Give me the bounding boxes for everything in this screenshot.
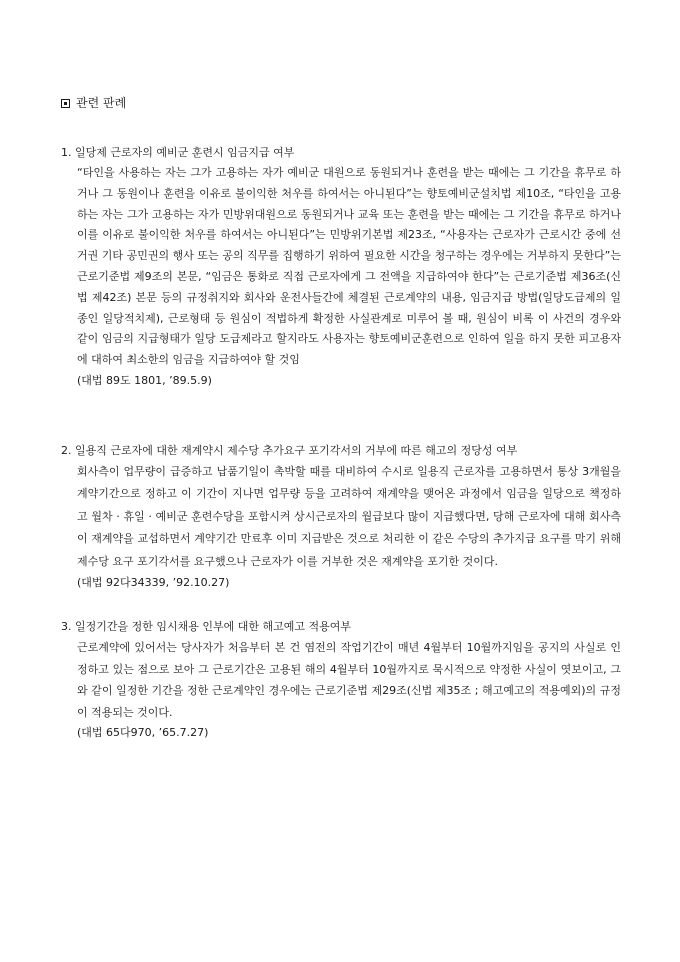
precedent-title: 3. 일정기간을 정한 임시채용 인부에 대한 해고예고 적용여부: [61, 620, 351, 633]
precedent-item: [61, 617, 621, 743]
precedent-title: 1. 일당제 근로자의 예비군 훈련시 임금지급 여부: [61, 146, 295, 159]
section-title: 관련 판례: [76, 96, 127, 110]
square-bullet-icon: [61, 99, 70, 108]
precedent-citation: (대법 65다970, ’65.7.27): [77, 726, 209, 739]
section-heading: [61, 95, 126, 111]
precedent-item: [61, 143, 621, 391]
precedent-body: 회사측이 업무량이 급증하고 납품기일이 촉박할 때를 대비하여 수시로 일용직 근로자를 고용하면서 통상 3개월을 계약기간으로 정하고 이 기간이 지나면 업무량 등을 고려하여 재계약을 맺어온 과정에서 임금을 일당으로 책정하고 월차 · 휴일 · 예비군 훈련수당을 포함시켜 상시근로자의 월급보다 많이 지급했다면, 당해 근로자에 대해 회사측이 재계약을 교섭하면서 계약기간 만료후 이미 지급받은 것으로 처리한 이 같은 수당의 추가지급 요구를 막기 위해 제수당 요구 포기각서를 요구했으나 근로자가 이를 거부한 것은 재계약을 포기한 것이다.: [77, 465, 621, 568]
precedent-title: 2. 일용직 근로자에 대한 재계약시 제수당 추가요구 포기각서의 거부에 따른 해고의 정당성 여부: [61, 444, 518, 457]
precedent-body: 근로계약에 있어서는 당사자가 처음부터 본 건 염전의 작업기간이 매년 4월부터 10월까지임을 공지의 사실로 인정하고 있는 점으로 보아 그 근로기간은 고용된 해의 4월부터 10월까지로 묵시적으로 약정한 사실이 엿보이고, 그와 같이 일정한 기간을 정한 근로계약인 경우에는 근로기준법 제29조(신법 제35조 ; 해고예고의 적용예외)의 규정이 적용되는 것이다.: [77, 641, 621, 719]
precedent-citation: (대법 92다34339, ’92.10.27): [77, 576, 230, 590]
precedent-citation: (대법 89도 1801, ’89.5.9): [77, 373, 212, 387]
precedent-body: “타인을 사용하는 자는 그가 고용하는 자가 예비군 대원으로 동원되거나 훈련을 받는 때에는 그 기간을 휴무로 하거나 그 동원이나 훈련을 이유로 불이익한 처우를 하여서는 아니된다”는 향토예비군설치법 제10조, “타인을 고용하는 자는 그가 고용하는 자가 민방위대원으로 동원되거나 교육 또는 훈련을 받는 때에는 그 기간을 휴무로 하거나 이를 이유로 불이익한 처우를 하여서는 아니된다”는 민방위기본법 제23조, “사용자는 근로자가 근로시간 중에 선거권 기타 공민권의 행사 또는 공의 직무를 집행하기 위하여 필요한 시간을 청구하는 경우에는 거부하지 못한다”는 근로기준법 제9조의 본문, “임금은 통화로 직접 근로자에게 그 전액을 지급하여야 한다”는 근로기준법 제36조(신법 제42조) 본문 등의 규정취지와 회사와 운전사들간에 체결된 근로계약의 내용, 임금지급 방법(일당도급제의 일종인 일당적치제), 근로형태 등 원심이 적법하게 확정한 사실관계로 미루어 볼 때, 원심이 비록 이 사건의 경우와 같이 임금의 지급형태가 일당 도급제라고 할지라도 사용자는 향토예비군훈련으로 인하여 일을 하지 못한 피고용자에 대하여 최소한의 임금을 지급하여야 할 것임: [77, 166, 621, 367]
precedent-item: [61, 441, 621, 593]
